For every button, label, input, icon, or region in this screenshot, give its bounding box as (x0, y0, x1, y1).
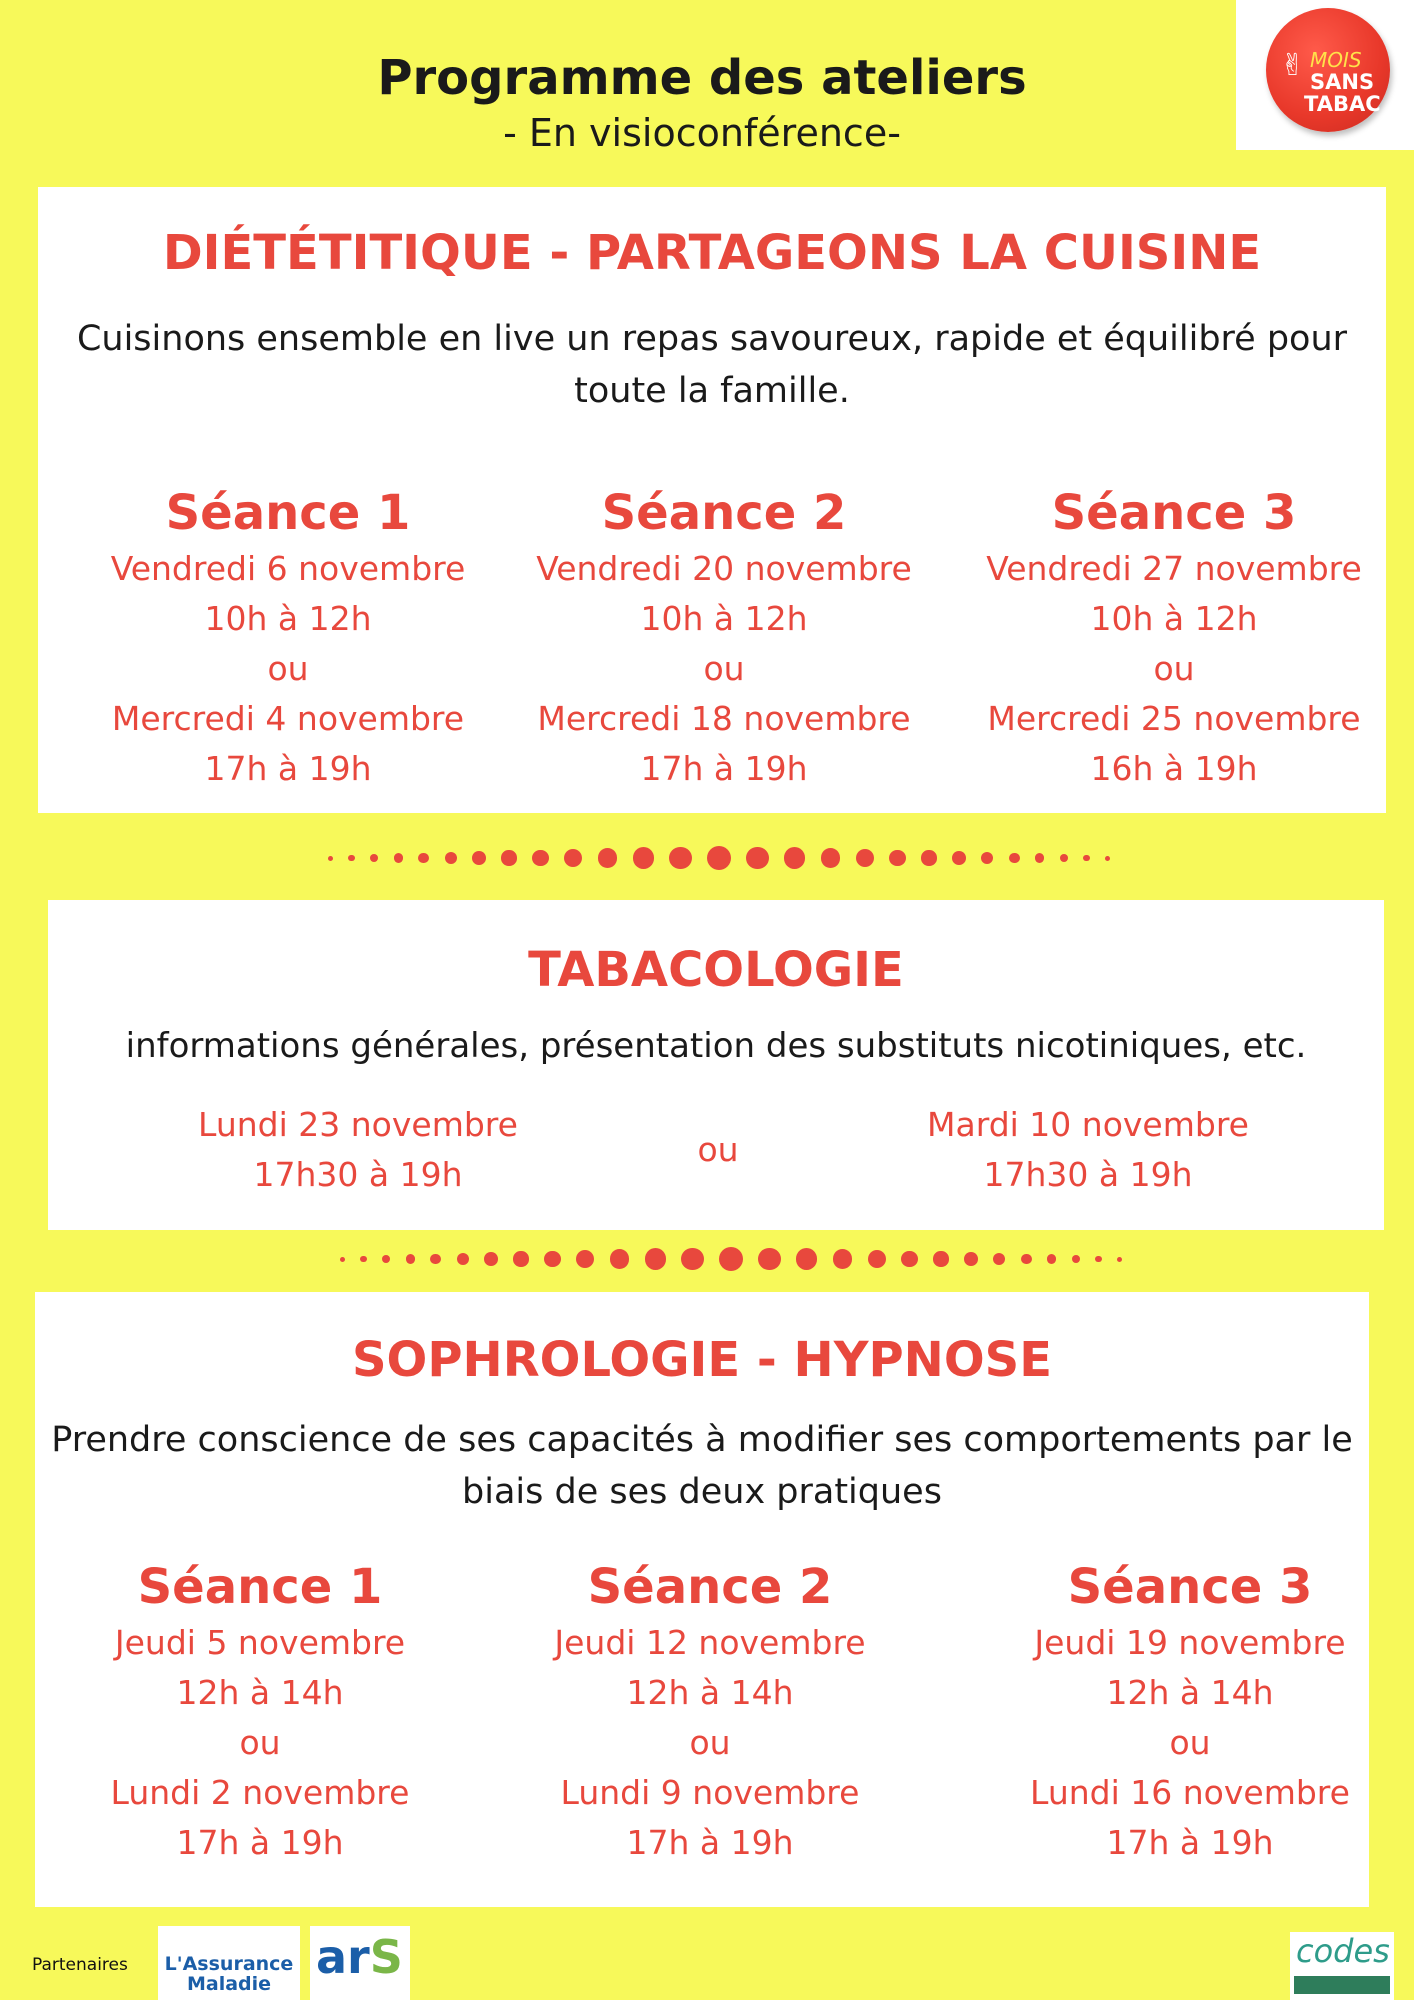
session-date-2: Lundi 9 novembre (560, 1773, 860, 1812)
divider-dot (746, 847, 769, 870)
divider-dot (889, 850, 906, 867)
session-or: ou (1169, 1723, 1211, 1762)
dietetique-description (58, 313, 1366, 417)
dotted-divider (328, 846, 1110, 870)
divider-dot (340, 1257, 345, 1262)
divider-dot (430, 1254, 441, 1265)
tabacologie-title: TABACOLOGIE (528, 942, 904, 998)
sophrologie-title: SOPHROLOGIE - HYPNOSE (351, 1332, 1052, 1388)
dietetique-session-2 (504, 484, 944, 794)
session-date-1: Vendredi 20 novembre (536, 549, 912, 588)
divider-dot (370, 854, 378, 862)
divider-dot (868, 1250, 886, 1268)
session-title: Séance 2 (601, 485, 847, 541)
session-time-1: 10h à 12h (204, 599, 372, 638)
session-date-2: Mercredi 4 novembre (111, 699, 465, 738)
session-date-1: Jeudi 12 novembre (554, 1623, 866, 1662)
logo-text-sans: SANS (1310, 70, 1375, 94)
dietetique-session-1 (78, 484, 498, 794)
tabacologie-description: informations générales, présentation des substituts nicotiniques, etc. (125, 1026, 1307, 1066)
divider-dot (564, 849, 582, 867)
divider-dot (598, 848, 618, 868)
divider-dot (856, 849, 874, 867)
sophrologie-desc-line1: Prendre conscience de ses capacités à modifier ses comportements par le (51, 1420, 1353, 1460)
session-time-1: 10h à 12h (1090, 599, 1258, 638)
divider-dot (1117, 1257, 1122, 1262)
divider-dot (382, 1255, 390, 1263)
session-date-1: Jeudi 19 novembre (1034, 1623, 1346, 1662)
divider-dot (833, 1249, 853, 1269)
sophrologie-card (35, 1292, 1369, 1907)
session-time-2: 16h à 19h (1090, 749, 1258, 788)
divider-dot (328, 856, 333, 861)
divider-dot (513, 1251, 528, 1266)
divider-dot (981, 852, 993, 864)
divider-dot (576, 1250, 594, 1268)
divider-dot (821, 848, 841, 868)
dotted-divider (340, 1247, 1122, 1271)
divider-dot (1035, 853, 1044, 862)
divider-dot (719, 1247, 743, 1271)
session-date-1: Jeudi 5 novembre (114, 1623, 406, 1662)
session-time-1: 12h à 14h (176, 1673, 344, 1712)
option-date: Lundi 23 novembre (198, 1105, 518, 1144)
divider-dot (669, 847, 692, 870)
assurance-maladie-logo (158, 1926, 300, 2000)
dietetique-title: DIÉTÉTITIQUE - PARTAGEONS LA CUISINE (162, 225, 1262, 281)
session-time-2: 17h à 19h (204, 749, 372, 788)
divider-dot (418, 853, 429, 864)
divider-dot (952, 851, 966, 865)
session-date-2: Mercredi 25 novembre (987, 699, 1361, 738)
session-or: ou (1153, 649, 1195, 688)
divider-dot (1021, 1254, 1032, 1265)
page-header (0, 48, 1414, 158)
codes-logo (1290, 1932, 1394, 2000)
divider-dot (645, 1248, 666, 1269)
divider-dot (901, 1251, 918, 1268)
divider-dot (406, 1254, 415, 1263)
mois-sans-tabac-logo (1236, 0, 1414, 150)
divider-dot (1083, 855, 1089, 861)
session-or: ou (689, 1723, 731, 1762)
session-time-2: 17h à 19h (626, 1823, 794, 1862)
option-time: 17h30 à 19h (253, 1155, 463, 1194)
codes-text: codes (1296, 1932, 1390, 1970)
ars-text-a: ar (316, 1930, 370, 1984)
divider-dot (1072, 1255, 1080, 1263)
session-title: Séance 3 (1051, 485, 1297, 541)
sophrologie-description (35, 1414, 1369, 1518)
tabacologie-option-2 (878, 1100, 1298, 1200)
divider-dot (544, 1251, 561, 1268)
divider-dot (933, 1251, 948, 1266)
dietetique-session-3 (954, 484, 1394, 794)
divider-dot (921, 850, 936, 865)
divider-dot (681, 1248, 704, 1271)
sophrologie-session-2 (495, 1558, 925, 1868)
tabacologie-or (668, 1125, 768, 1175)
session-date-2: Lundi 16 novembre (1030, 1773, 1350, 1812)
divider-dot (633, 847, 654, 868)
page-title: Programme des ateliers (377, 50, 1027, 106)
divider-dot (532, 850, 549, 867)
logo-text-mois: MOIS (1310, 48, 1362, 72)
page-subtitle: - En visioconférence- (503, 111, 901, 155)
session-date-2: Mercredi 18 novembre (537, 699, 911, 738)
partners-label: Partenaires (32, 1955, 128, 1975)
divider-dot (445, 852, 457, 864)
divider-dot (484, 1252, 498, 1266)
divider-dot (796, 1248, 817, 1269)
session-date-1: Vendredi 6 novembre (110, 549, 466, 588)
peace-hand-icon: ✌ (1280, 48, 1306, 83)
sophrologie-session-3 (975, 1558, 1405, 1868)
session-title: Séance 1 (137, 1559, 383, 1615)
partner1-line2: Maladie (186, 1973, 272, 1995)
logo-badge (1266, 8, 1390, 132)
ars-logo (310, 1926, 410, 2000)
session-time-1: 10h à 12h (640, 599, 808, 638)
tabacologie-option-1 (148, 1100, 568, 1200)
session-or: ou (239, 1723, 281, 1762)
ars-text-s: S (369, 1930, 403, 1984)
divider-dot (457, 1253, 469, 1265)
divider-dot (1009, 853, 1020, 864)
divider-dot (360, 1256, 366, 1262)
session-title: Séance 1 (165, 485, 411, 541)
option-or: ou (697, 1130, 739, 1169)
divider-dot (501, 850, 516, 865)
tabacologie-card (48, 900, 1384, 1230)
divider-dot (348, 855, 354, 861)
logo-text-tabac: TABAC (1304, 92, 1381, 116)
option-time: 17h30 à 19h (983, 1155, 1193, 1194)
divider-dot (1105, 856, 1110, 861)
divider-dot (784, 847, 805, 868)
divider-dot (707, 846, 731, 870)
ars-text (316, 1930, 403, 1984)
session-time-2: 17h à 19h (176, 1823, 344, 1862)
divider-dot (993, 1253, 1005, 1265)
divider-dot (1047, 1254, 1056, 1263)
divider-dot (472, 851, 486, 865)
codes-band (1294, 1976, 1390, 1994)
session-title: Séance 2 (587, 1559, 833, 1615)
session-time-2: 17h à 19h (640, 749, 808, 788)
session-title: Séance 3 (1067, 1559, 1313, 1615)
session-time-1: 12h à 14h (626, 1673, 794, 1712)
option-date: Mardi 10 novembre (927, 1105, 1249, 1144)
sophrologie-session-1 (45, 1558, 475, 1868)
divider-dot (1060, 854, 1068, 862)
dietetique-desc-line2: toute la famille. (574, 371, 850, 411)
session-date-1: Vendredi 27 novembre (986, 549, 1362, 588)
divider-dot (1095, 1256, 1101, 1262)
sophrologie-desc-line2: biais de ses deux pratiques (462, 1472, 942, 1512)
divider-dot (610, 1249, 630, 1269)
session-or: ou (267, 649, 309, 688)
divider-dot (394, 853, 403, 862)
session-date-2: Lundi 2 novembre (110, 1773, 410, 1812)
dietetique-card (38, 187, 1386, 813)
session-or: ou (703, 649, 745, 688)
partner1-line1: L'Assurance (164, 1953, 294, 1975)
divider-dot (758, 1248, 781, 1271)
session-time-2: 17h à 19h (1106, 1823, 1274, 1862)
session-time-1: 12h à 14h (1106, 1673, 1274, 1712)
dietetique-desc-line1: Cuisinons ensemble en live un repas savoureux, rapide et équilibré pour (76, 319, 1348, 359)
divider-dot (964, 1252, 978, 1266)
